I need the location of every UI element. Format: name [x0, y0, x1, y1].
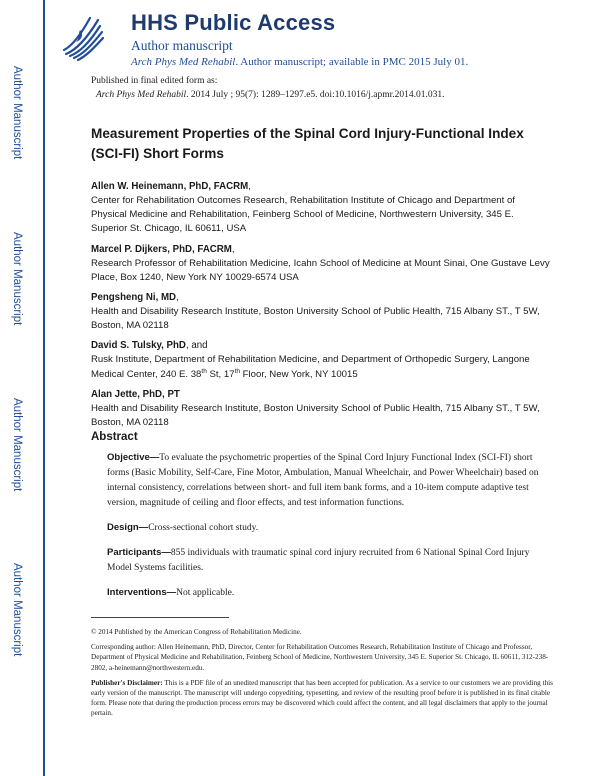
hhs-eagle-logo-icon — [58, 10, 110, 64]
abstract-objective: Objective—To evaluate the psychometric properties of the Spinal Cord Injury Functional Index (SCI-FI) short forms (Basic Mobility, Self-Care, Fine Motor, Ambulation, Manual Wheelchair, and Power Wheelchair) based on internal consistency, correlations between short- and full item bank forms, and a 10-item compute adaptive test version, magnitude of ceiling and floor effects, and test information functions. — [107, 452, 539, 508]
abstract-heading: Abstract — [91, 431, 138, 443]
author-affiliation: Rusk Institute, Department of Rehabilitation Medicine, and Department of Orthopedic Surgery, Langone Medical Center, 240 E. 38th St, 17th Floor, New York, NY 10015 — [91, 354, 530, 380]
author-list — [91, 180, 551, 436]
author-affiliation: Health and Disability Research Institute, Boston University School of Public Health, 715 Albany ST., T 5W, Boston, MA 02118 — [91, 306, 540, 332]
sidebar-rule — [43, 0, 45, 776]
author-name: Pengsheng Ni, MD — [91, 292, 177, 304]
abstract-interventions: Interventions—Not applicable. — [107, 587, 235, 598]
author-entry: Allen W. Heinemann, PhD, FACRM, Center for Rehabilitation Outcomes Research, Rehabilitation Institute of Chicago and Department of Physical Medicine and Rehabilitation, Feinberg School of Medicine, Northwestern University, 345 E. Superior St. Chicago, IL 60611, USA — [91, 180, 551, 237]
hhs-public-access-title: HHS Public Access — [131, 10, 336, 35]
footnote-divider — [91, 617, 229, 618]
author-name: Alan Jette, PhD, PT — [91, 388, 180, 400]
corresponding-author-note: Corresponding author: Allen Heinemann, PhD, Director, Center for Rehabilitation Outcomes Research, Rehabilitation Institute of Chicago and Professor, Department of Physical Medicine and Rehabilitation, Feinberg School of Medicine, Northwestern University, 345 E. Superior St. Chicago, IL 60611, 312-238-2802, a-heinemann@northwestern.edu. — [91, 643, 549, 672]
abstract-design: Design—Cross-sectional cohort study. — [107, 522, 259, 533]
author-name: Allen W. Heinemann, PhD, FACRM — [91, 181, 249, 192]
author-name: Marcel P. Dijkers, PhD, FACRM — [91, 243, 232, 255]
journal-availability-line: Arch Phys Med Rehabil. Author manuscript; available in PMC 2015 July 01. — [131, 56, 469, 68]
author-affiliation: Health and Disability Research Institute, Boston University School of Public Health, 715 Albany ST., T 5W, Boston, MA 02118 — [91, 402, 540, 429]
footnotes — [91, 627, 553, 724]
publisher-disclaimer: Publisher's Disclaimer: This is a PDF file of an unedited manuscript that has been accepted for publication. As a service to our customers we are providing this early version of the manuscript. The manuscript will undergo copyediting, typesetting, and review of the resulting proof before it is published in its final citable form. Please note that during the production process errors may be discovered which could affect the content, and all legal disclaimers that apply to the journal pertain. — [91, 678, 553, 718]
citation-line: Arch Phys Med Rehabil. 2014 July ; 95(7): 1289–1297.e5. doi:10.1016/j.apmr.2014.01.031. — [96, 90, 445, 100]
author-entry: David S. Tulsky, PhD, and Rusk Institute, Department of Rehabilitation Medicine, and Department of Orthopedic Surgery, Langone Medical Center, 240 E. 38th St, 17th Floor, New York, NY 10015 — [91, 339, 551, 381]
author-manuscript-label: Author manuscript — [131, 38, 233, 53]
author-affiliation: Center for Rehabilitation Outcomes Research, Rehabilitation Institute of Chicago and Department of Physical Medicine and Rehabilitation, Feinberg School of Medicine, Northwestern University, 345 E. Superior St. Chicago, IL 60611, USA — [91, 195, 515, 235]
paper-title: Measurement Properties of the Spinal Cord Injury-Functional Index (SCI-FI) Short Forms — [91, 126, 524, 161]
author-name: David S. Tulsky, PhD — [91, 340, 186, 352]
abstract-participants: Participants—855 individuals with traumatic spinal cord injury recruited from 6 National Spinal Cord Injury Model Systems facilities. — [107, 547, 530, 573]
copyright-note: © 2014 Published by the American Congress of Rehabilitation Medicine. — [91, 628, 302, 636]
author-entry — [91, 388, 551, 430]
published-final-label: Published in final edited form as: — [91, 76, 218, 86]
author-entry: Marcel P. Dijkers, PhD, FACRM, Research Professor of Rehabilitation Medicine, Icahn School of Medicine at Mount Sinai, One Gustave Levy Place, Box 1240, New York NY 10029-6574 USA — [91, 243, 551, 285]
author-affiliation: Research Professor of Rehabilitation Medicine, Icahn School of Medicine at Mount Sinai, One Gustave Levy Place, Box 1240, New York NY 10029-6574 USA — [91, 257, 550, 283]
author-entry: Pengsheng Ni, MD, Health and Disability Research Institute, Boston University School of Public Health, 715 Albany ST., T 5W, Boston, MA 02118 — [91, 291, 551, 333]
abstract-body — [107, 450, 547, 610]
